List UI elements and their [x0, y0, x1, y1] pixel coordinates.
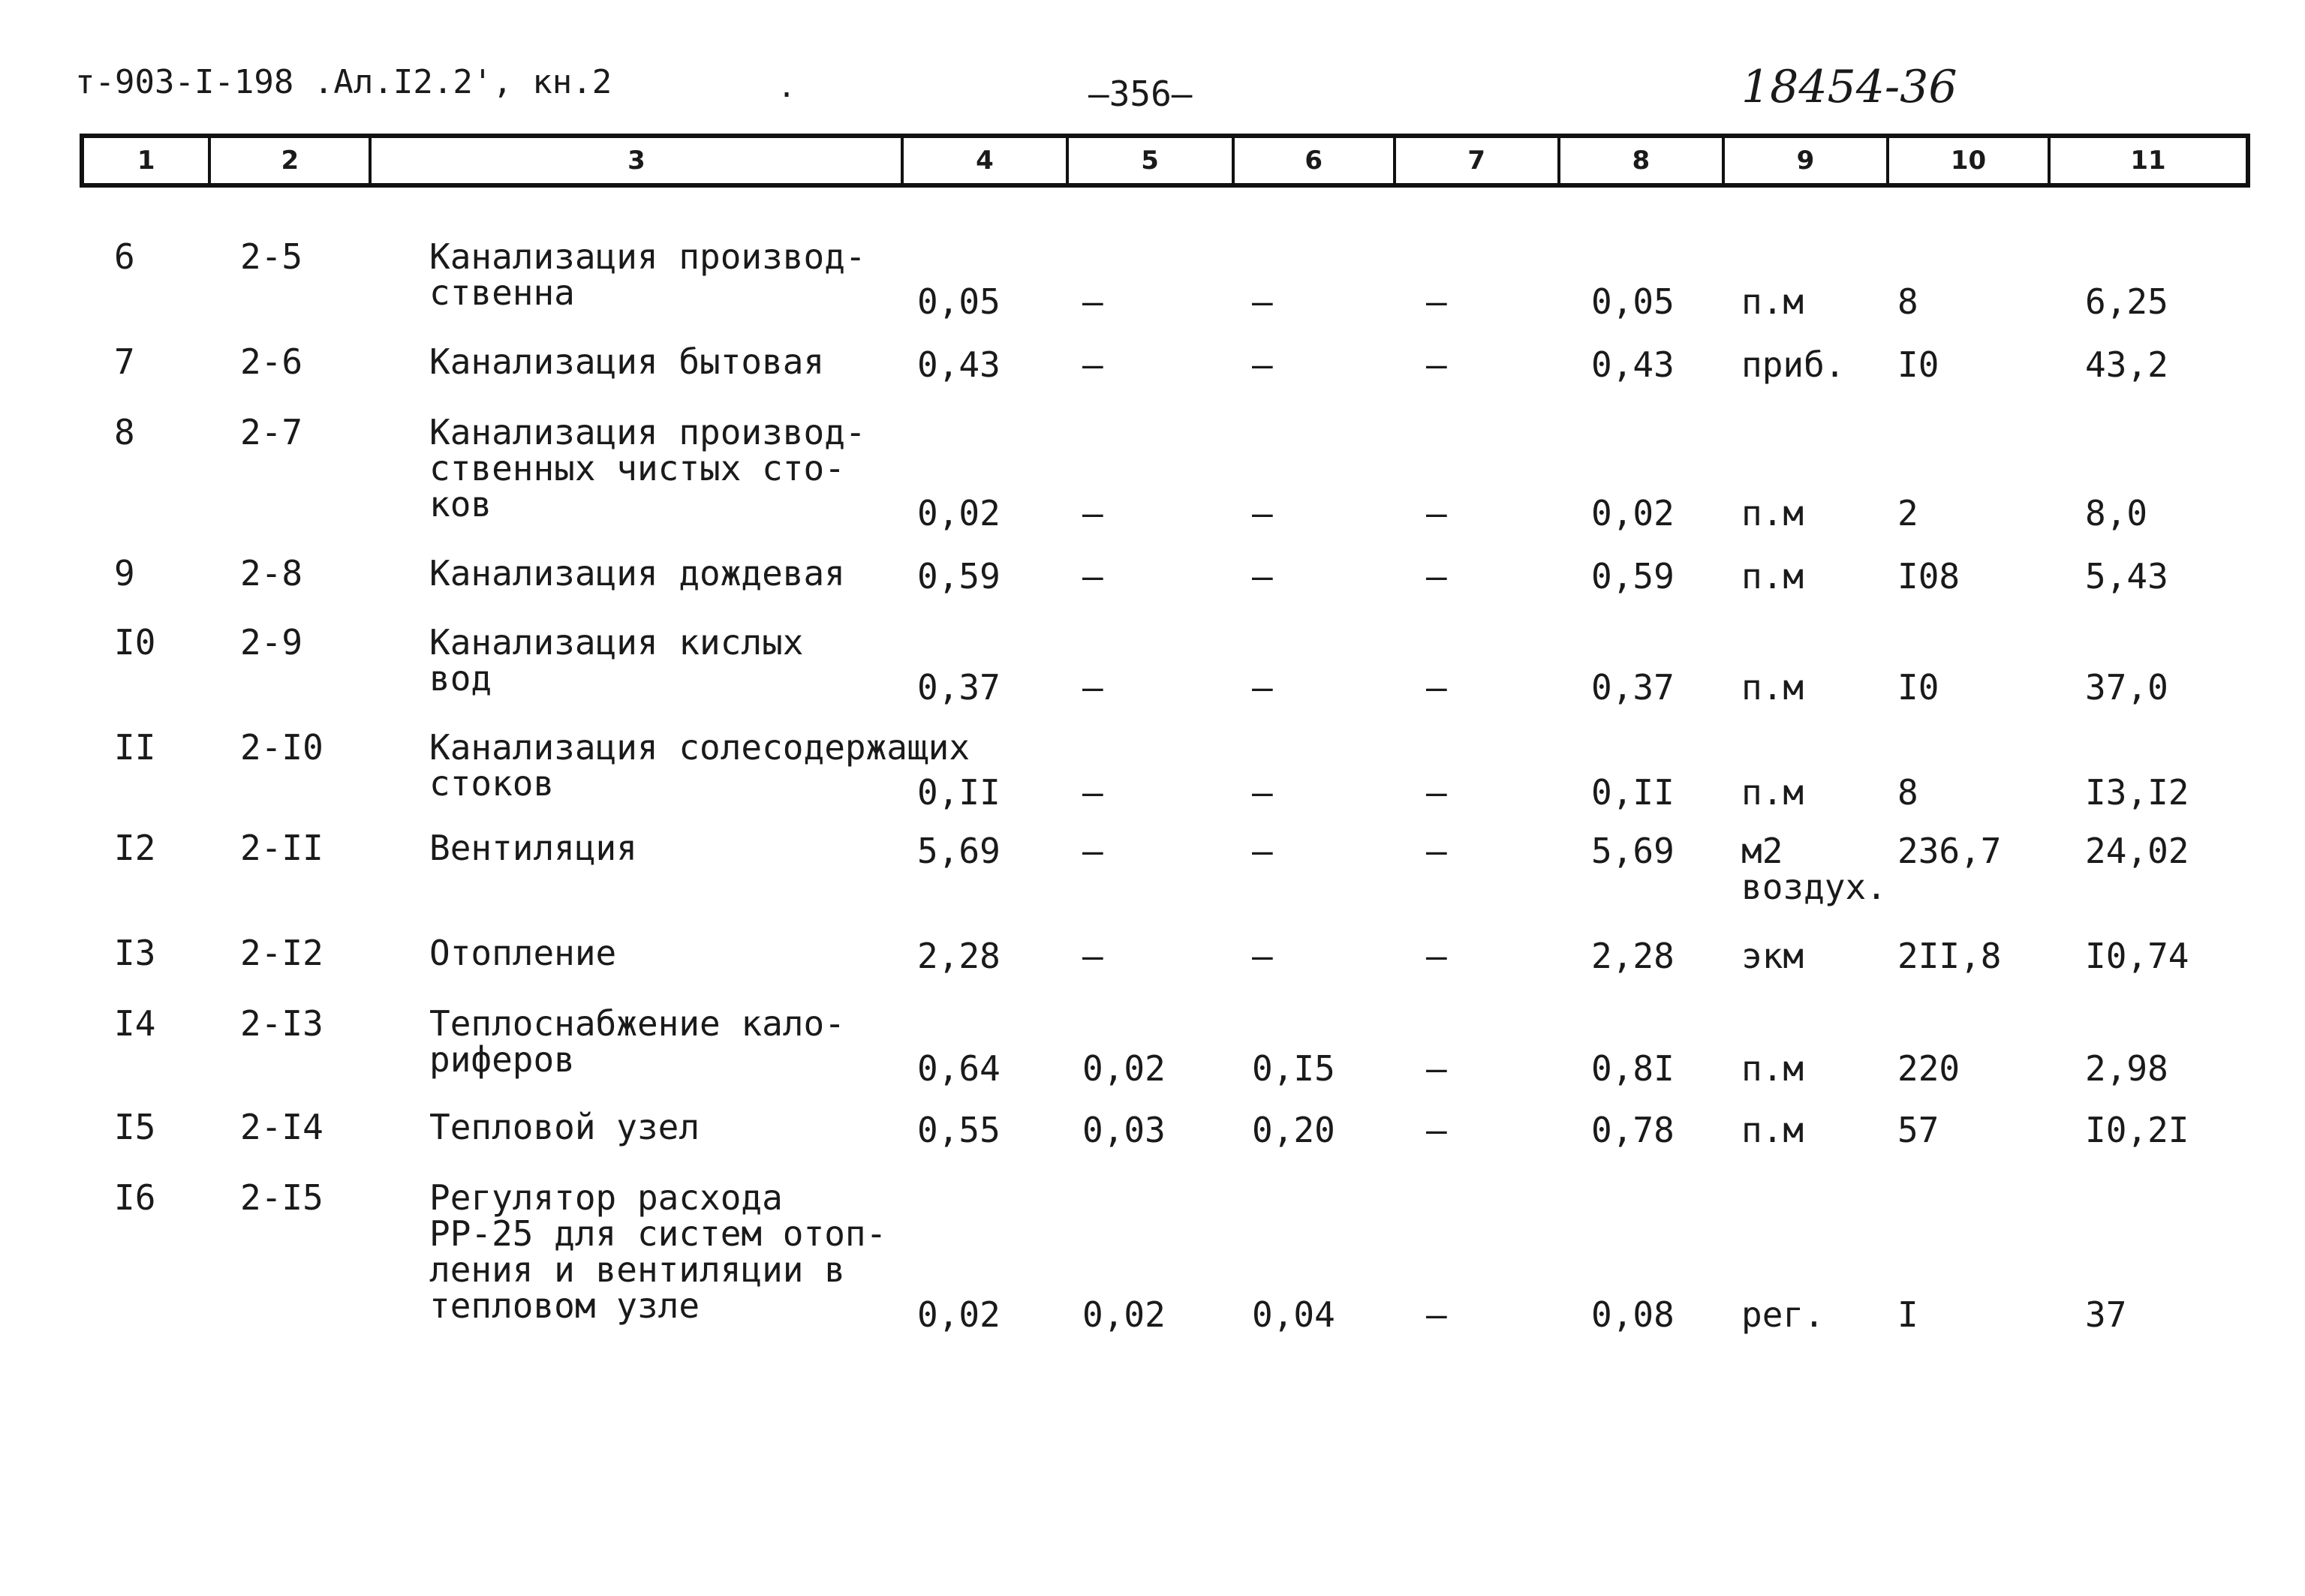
unit: п.м: [1741, 772, 1804, 813]
col8-value: 0,43: [1591, 344, 1675, 385]
col11-value: I0,74: [2085, 936, 2189, 976]
row-number: I2: [114, 828, 156, 868]
item-code: 2-I4: [240, 1107, 323, 1147]
col5-value: –: [1082, 831, 1103, 871]
unit: п.м: [1741, 667, 1804, 708]
col6-value: –: [1252, 831, 1273, 871]
col4-value: 0,02: [917, 493, 1001, 534]
document-code: т-903-I-198 .Ал.I2.2', кн.2: [75, 63, 612, 101]
col8-value: 2,28: [1591, 936, 1675, 976]
quantity: I0: [1897, 667, 1939, 708]
item-name: Канализация производ- ственных чистых сто- ков: [429, 412, 866, 524]
col4-value: 2,28: [917, 936, 1001, 976]
unit: п.м: [1741, 281, 1804, 322]
quantity: 220: [1897, 1048, 1960, 1089]
col6-value: –: [1252, 667, 1273, 708]
col7-value: –: [1426, 556, 1447, 597]
item-code: 2-II: [240, 828, 323, 868]
col6-value: –: [1252, 936, 1273, 976]
col5-value: –: [1082, 772, 1103, 813]
row-number: I0: [114, 622, 156, 663]
row-number: II: [114, 727, 156, 768]
col7-value: –: [1426, 344, 1447, 385]
column-header-2: 2: [211, 138, 372, 183]
col8-value: 0,78: [1591, 1110, 1675, 1150]
col11-value: 6,25: [2085, 281, 2168, 322]
quantity: I08: [1897, 556, 1960, 597]
col4-value: 0,59: [917, 556, 1001, 597]
col11-value: 37,0: [2085, 667, 2168, 708]
column-header-row: [80, 134, 2250, 188]
col6-value: 0,20: [1252, 1110, 1335, 1150]
col6-value: 0,I5: [1252, 1048, 1335, 1089]
quantity: 2: [1897, 493, 1918, 534]
column-header-9: 9: [1725, 138, 1889, 183]
col4-value: 0,02: [917, 1294, 1001, 1335]
item-name: Отопление: [429, 933, 617, 973]
item-name: Канализация солесодержащих стоков: [429, 727, 970, 804]
unit: п.м: [1741, 1048, 1804, 1089]
col7-value: –: [1426, 1110, 1447, 1150]
unit: п.м: [1741, 1110, 1804, 1150]
col7-value: –: [1426, 281, 1447, 322]
col8-value: 0,05: [1591, 281, 1675, 322]
column-header-4: 4: [904, 138, 1068, 183]
col7-value: –: [1426, 1048, 1447, 1089]
item-name: Канализация дождевая: [429, 553, 845, 594]
item-name: Регулятор расхода РР-25 для систем отоп- ления и вентиляции в тепловом узле: [429, 1177, 887, 1326]
unit: приб.: [1741, 344, 1846, 385]
col8-value: 0,8I: [1591, 1048, 1675, 1089]
col5-value: –: [1082, 936, 1103, 976]
unit: м2 воздух.: [1741, 831, 1887, 907]
item-name: Теплоснабжение кало- риферов: [429, 1003, 845, 1080]
col4-value: 0,II: [917, 772, 1001, 813]
col6-value: –: [1252, 281, 1273, 322]
row-number: 8: [114, 412, 135, 452]
col5-value: 0,02: [1082, 1294, 1166, 1335]
quantity: 8: [1897, 281, 1918, 322]
stray-mark: .: [778, 70, 796, 104]
item-name: Канализация кислых вод: [429, 622, 804, 699]
col8-value: 0,59: [1591, 556, 1675, 597]
col4-value: 0,55: [917, 1110, 1001, 1150]
row-number: 9: [114, 553, 135, 594]
col4-value: 0,37: [917, 667, 1001, 708]
item-name: Канализация бытовая: [429, 341, 825, 382]
row-number: I6: [114, 1177, 156, 1218]
unit: рег.: [1741, 1294, 1825, 1335]
item-name: Канализация производ- ственна: [429, 236, 866, 313]
page-number: —356—: [1088, 74, 1193, 114]
column-header-7: 7: [1396, 138, 1560, 183]
col5-value: –: [1082, 667, 1103, 708]
col4-value: 0,05: [917, 281, 1001, 322]
column-header-8: 8: [1560, 138, 1725, 183]
item-code: 2-I5: [240, 1177, 323, 1218]
item-code: 2-9: [240, 622, 303, 663]
col7-value: –: [1426, 493, 1447, 534]
col5-value: –: [1082, 344, 1103, 385]
column-header-11: 11: [2130, 146, 2166, 176]
col4-value: 0,43: [917, 344, 1001, 385]
col7-value: –: [1426, 831, 1447, 871]
col4-value: 5,69: [917, 831, 1001, 871]
col5-value: –: [1082, 556, 1103, 597]
quantity: 236,7: [1897, 831, 2002, 871]
row-number: 7: [114, 341, 135, 382]
col6-value: –: [1252, 493, 1273, 534]
column-header-1: 1: [84, 138, 211, 183]
col6-value: 0,04: [1252, 1294, 1335, 1335]
column-header-3: 3: [372, 138, 904, 183]
col5-value: –: [1082, 281, 1103, 322]
col11-value: I3,I2: [2085, 772, 2189, 813]
quantity: 57: [1897, 1110, 1939, 1150]
col5-value: –: [1082, 493, 1103, 534]
row-number: I3: [114, 933, 156, 973]
row-number: I5: [114, 1107, 156, 1147]
quantity: 2II,8: [1897, 936, 2002, 976]
column-header-10: 10: [1889, 138, 2051, 183]
item-name: Тепловой узел: [429, 1107, 700, 1147]
quantity: I0: [1897, 344, 1939, 385]
col4-value: 0,64: [917, 1048, 1001, 1089]
item-code: 2-6: [240, 341, 303, 382]
col7-value: –: [1426, 1294, 1447, 1335]
col11-value: 24,02: [2085, 831, 2189, 871]
col11-value: 2,98: [2085, 1048, 2168, 1089]
col11-value: 5,43: [2085, 556, 2168, 597]
quantity: 8: [1897, 772, 1918, 813]
unit: п.м: [1741, 556, 1804, 597]
col11-value: 8,0: [2085, 493, 2148, 534]
col11-value: I0,2I: [2085, 1110, 2189, 1150]
col8-value: 0,02: [1591, 493, 1675, 534]
item-code: 2-7: [240, 412, 303, 452]
item-name: Вентиляция: [429, 828, 637, 868]
quantity: I: [1897, 1294, 1918, 1335]
item-code: 2-8: [240, 553, 303, 594]
col7-value: –: [1426, 772, 1447, 813]
column-header-5: 5: [1069, 138, 1235, 183]
col6-value: –: [1252, 556, 1273, 597]
col8-value: 0,II: [1591, 772, 1675, 813]
item-code: 2-5: [240, 236, 303, 277]
handwritten-number: 18454-36: [1741, 61, 1957, 113]
unit: экм: [1741, 936, 1804, 976]
col5-value: 0,03: [1082, 1110, 1166, 1150]
col8-value: 5,69: [1591, 831, 1675, 871]
col6-value: –: [1252, 344, 1273, 385]
col8-value: 0,08: [1591, 1294, 1675, 1335]
row-number: 6: [114, 236, 135, 277]
col11-value: 37: [2085, 1294, 2127, 1335]
col11-value: 43,2: [2085, 344, 2168, 385]
col7-value: –: [1426, 667, 1447, 708]
column-header-6: 6: [1235, 138, 1396, 183]
col5-value: 0,02: [1082, 1048, 1166, 1089]
col8-value: 0,37: [1591, 667, 1675, 708]
item-code: 2-I3: [240, 1003, 323, 1044]
col6-value: –: [1252, 772, 1273, 813]
unit: п.м: [1741, 493, 1804, 534]
row-number: I4: [114, 1003, 156, 1044]
col7-value: –: [1426, 936, 1447, 976]
item-code: 2-I2: [240, 933, 323, 973]
item-code: 2-I0: [240, 727, 323, 768]
